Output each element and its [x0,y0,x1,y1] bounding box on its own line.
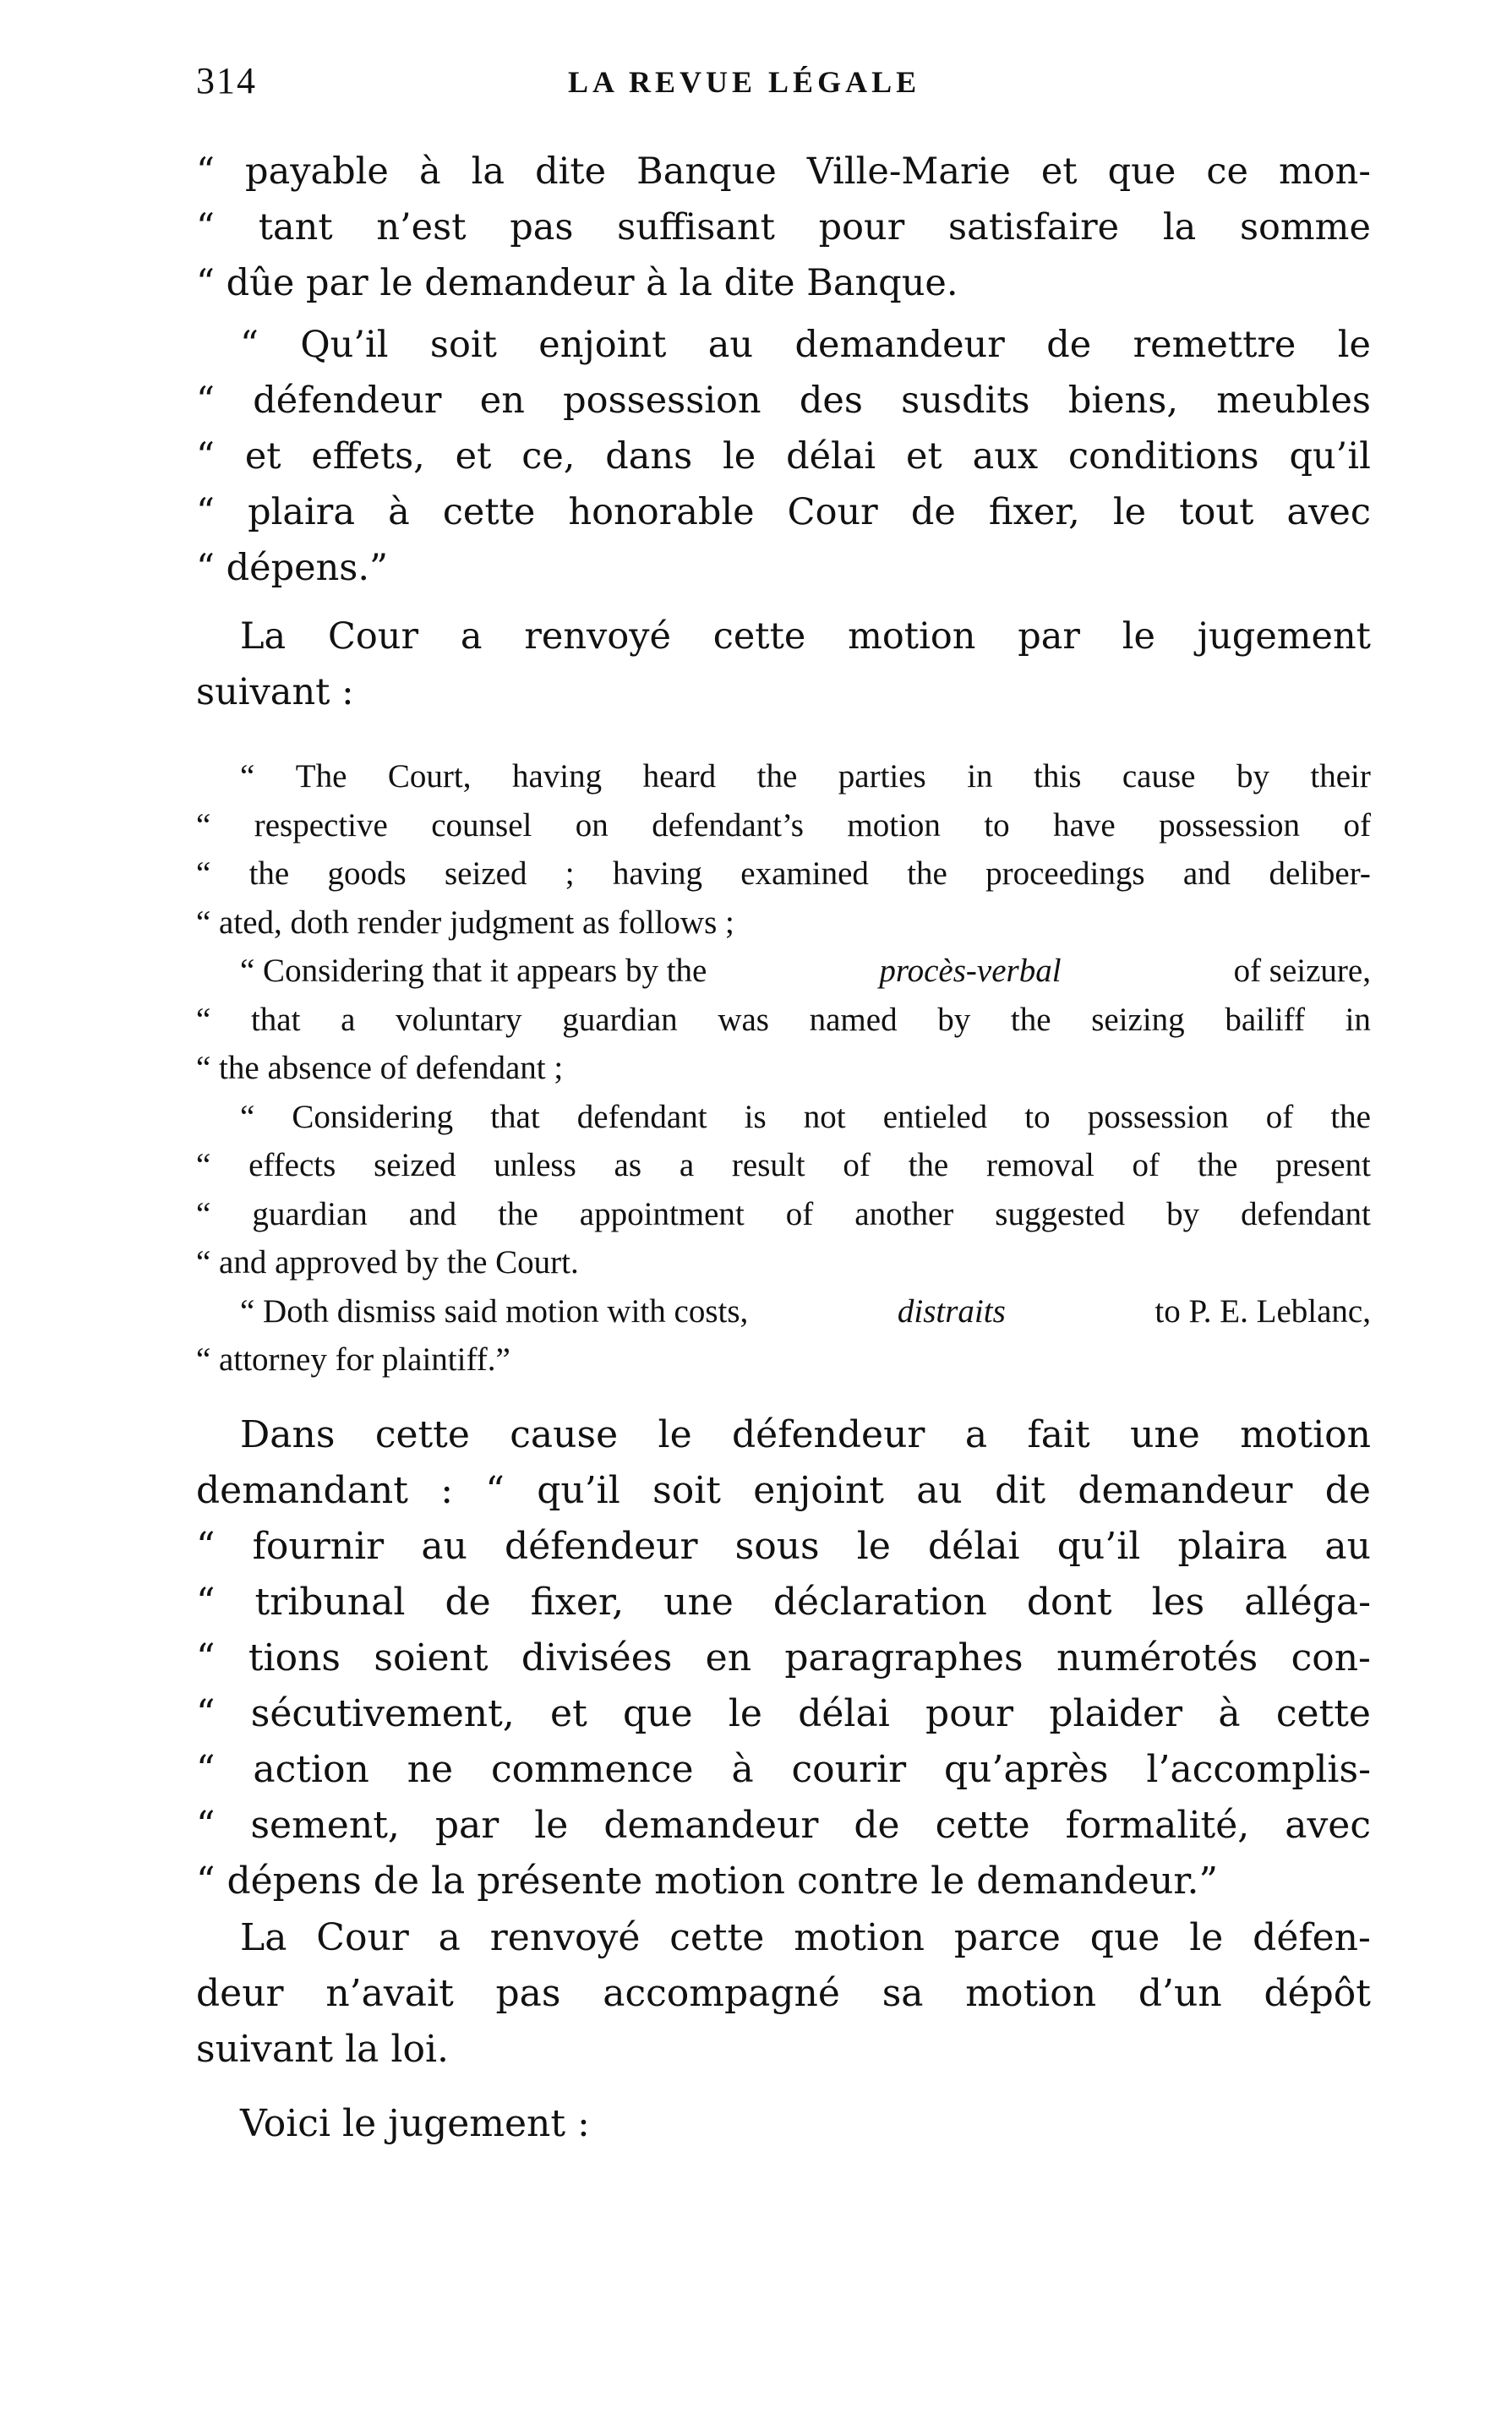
italic-term: distraits [897,1292,1006,1330]
text-line: “ Qu’il soit enjoint au demandeur de remettre le [240,324,1371,366]
text-line: “ défendeur en possession des susdits biens, meubles [196,380,1371,422]
text-line: “ ated, doth render judgment as follows ; [196,904,734,941]
text-line: “ fournir au défendeur sous le délai qu’il plaira au [196,1525,1371,1568]
text-line: “ guardian and the appointment of another suggested by defendant [196,1195,1371,1232]
paragraph-conclusions [196,317,1371,596]
text-line: “ respective counsel on defendant’s motion to have possession of [196,806,1371,844]
judgment-quote [196,752,1371,1384]
text-run: “ Considering that it appears by the [240,953,707,989]
text-line: La Cour a renvoyé cette motion par le jugement [240,615,1371,658]
text-line: demandant : “ qu’il soit enjoint au dit demandeur de [196,1469,1371,1512]
text-line: suivant : [196,671,354,713]
paragraph-judgment-intro [196,2096,1371,2152]
text-line: “ tions soient divisées en paragraphes numérotés con- [196,1636,1371,1679]
text-line: “ dépens.” [196,547,389,589]
text-line: “ that a voluntary guardian was named by the seizing bailiff in [196,1001,1371,1038]
text-line: Dans cette cause le défendeur a fait une motion [240,1413,1371,1456]
text-line [196,1287,1371,1336]
running-title: LA REVUE LÉGALE [568,65,921,99]
page-number: 314 [196,60,257,101]
text-line: deur n’avait pas accompagné sa motion d’un dépôt [196,1972,1371,2015]
text-line: “ payable à la dite Banque Ville-Marie et que ce mon- [196,150,1371,193]
text-line: “ Considering that defendant is not entieled to possession of the [240,1098,1371,1135]
text-line: La Cour a renvoyé cette motion parce que le défen- [240,1916,1371,1959]
text-line: “ The Court, having heard the parties in this cause by their [240,758,1371,795]
text-line: “ effects seized unless as a result of the removal of the present [196,1147,1371,1183]
text-line: “ dépens de la présente motion contre le demandeur.” [196,1860,1218,1903]
paragraph-dismissal-reason [196,1910,1371,2078]
text-line: “ and approved by the Court. [196,1244,579,1281]
text-line: “ plaira à cette honorable Cour de fixer, le tout avec [196,491,1371,533]
text-line: Voici le jugement : [240,2102,590,2145]
text-line: “ sécutivement, et que le délai pour plaider à cette [196,1692,1371,1735]
text-line: “ sement, par le demandeur de cette formalité, avec [196,1804,1371,1847]
paragraph-continuation [196,144,1371,311]
text-line [196,947,1371,996]
text-line: “ attorney for plaintiff.” [196,1341,510,1378]
paragraph-court-ruling-intro [196,609,1371,720]
text-run: to P. E. Leblanc, [1154,1292,1371,1330]
text-line: “ dûe par le demandeur à la dite Banque. [196,262,958,304]
paragraph-second-motion [196,1407,1371,1909]
text-run: “ Doth dismiss said motion with costs, [240,1292,749,1330]
text-line: “ et effets, et ce, dans le délai et aux conditions qu’il [196,435,1371,478]
text-line: “ tribunal de fixer, une déclaration dont les alléga- [196,1581,1371,1624]
text-line: suivant la loi. [196,2028,449,2071]
text-line: “ tant n’est pas suffisant pour satisfaire la somme [196,206,1371,248]
text-run: of seizure, [1233,953,1371,989]
text-line: “ the absence of defendant ; [196,1050,564,1086]
page-header [196,59,1379,110]
text-line: “ action ne commence à courir qu’après l’accomplis- [196,1748,1371,1791]
text-line: “ the goods seized ; having examined the proceedings and deliber- [196,855,1371,892]
italic-term: procès-verbal [879,953,1062,989]
